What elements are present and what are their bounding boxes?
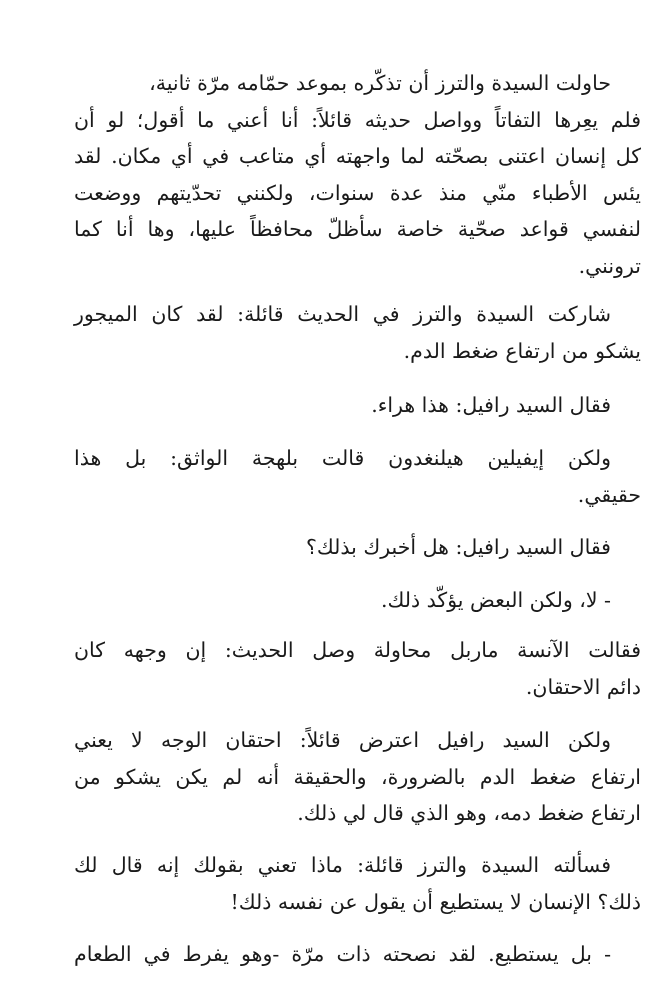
paragraph xyxy=(74,582,641,619)
paragraph xyxy=(74,632,641,705)
text-line: حقيقي. xyxy=(577,482,641,507)
text-line: - بل يستطيع. لقد نصحته ذات مرّة -وهو يفرط في الطعام xyxy=(74,942,611,966)
text-line: يشكو من ارتفاع ضغط الدم. xyxy=(403,338,641,363)
text-line: فسألته السيدة والترز قائلة: ماذا تعني بقولك إنه قال لك xyxy=(74,853,611,877)
text-line: فقالت الآنسة ماربل محاولة وصل الحديث: إن وجهه كان xyxy=(74,638,641,662)
paragraph xyxy=(74,847,641,920)
text-line: دائم الاحتقان. xyxy=(525,674,641,699)
paragraph xyxy=(74,722,641,832)
text-line: كل إنسان اعتنى بصحّته لما واجهته أي متاعب في أي مكان. لقد xyxy=(74,144,641,168)
paragraph xyxy=(74,296,641,369)
text-line: - لا، ولكن البعض يؤكّد ذلك. xyxy=(380,588,611,612)
text-line: شاركت السيدة والترز في الحديث قائلة: لقد كان الميجور xyxy=(74,302,611,326)
text-line: فلم يعِرها التفاتاً وواصل حديثه قائلاً: أنا أعني ما أقول؛ لو أن xyxy=(74,107,641,132)
text-line: فقال السيد رافيل: هذا هراء. xyxy=(371,393,611,417)
text-line: ولكن إيفيلين هيلنغدون قالت بلهجة الواثق: بل هذا xyxy=(74,446,611,470)
paragraph xyxy=(74,936,641,973)
text-line: يئس الأطباء منّي منذ عدة سنوات، ولكنني تحدّيتهم ووضعت xyxy=(74,180,641,205)
text-line: ارتفاع ضغط دمه، وهو الذي قال لي ذلك. xyxy=(297,801,641,825)
paragraph xyxy=(74,65,641,284)
text-line: حاولت السيدة والترز أن تذكّره بموعد حمّامه مرّة ثانية، xyxy=(149,71,611,95)
text-line: ذلك؟ الإنسان لا يستطيع أن يقول عن نفسه ذلك! xyxy=(230,889,641,914)
text-line: ارتفاع ضغط الدم بالضرورة، والحقيقة أنه لم يكن يشكو من xyxy=(74,764,641,789)
book-page xyxy=(74,0,641,1000)
text-line: ولكن السيد رافيل اعترض قائلاً: احتقان الوجه لا يعني xyxy=(74,728,611,752)
paragraph xyxy=(74,387,641,424)
text-line: فقال السيد رافيل: هل أخبرك بذلك؟ xyxy=(305,535,611,559)
text-line: لنفسي قواعد صحّية خاصة سأظلّ محافظاً عليها، وها أنا كما xyxy=(74,217,641,241)
paragraph xyxy=(74,529,641,566)
text-line: ترونني. xyxy=(578,253,641,278)
paragraph xyxy=(74,440,641,513)
